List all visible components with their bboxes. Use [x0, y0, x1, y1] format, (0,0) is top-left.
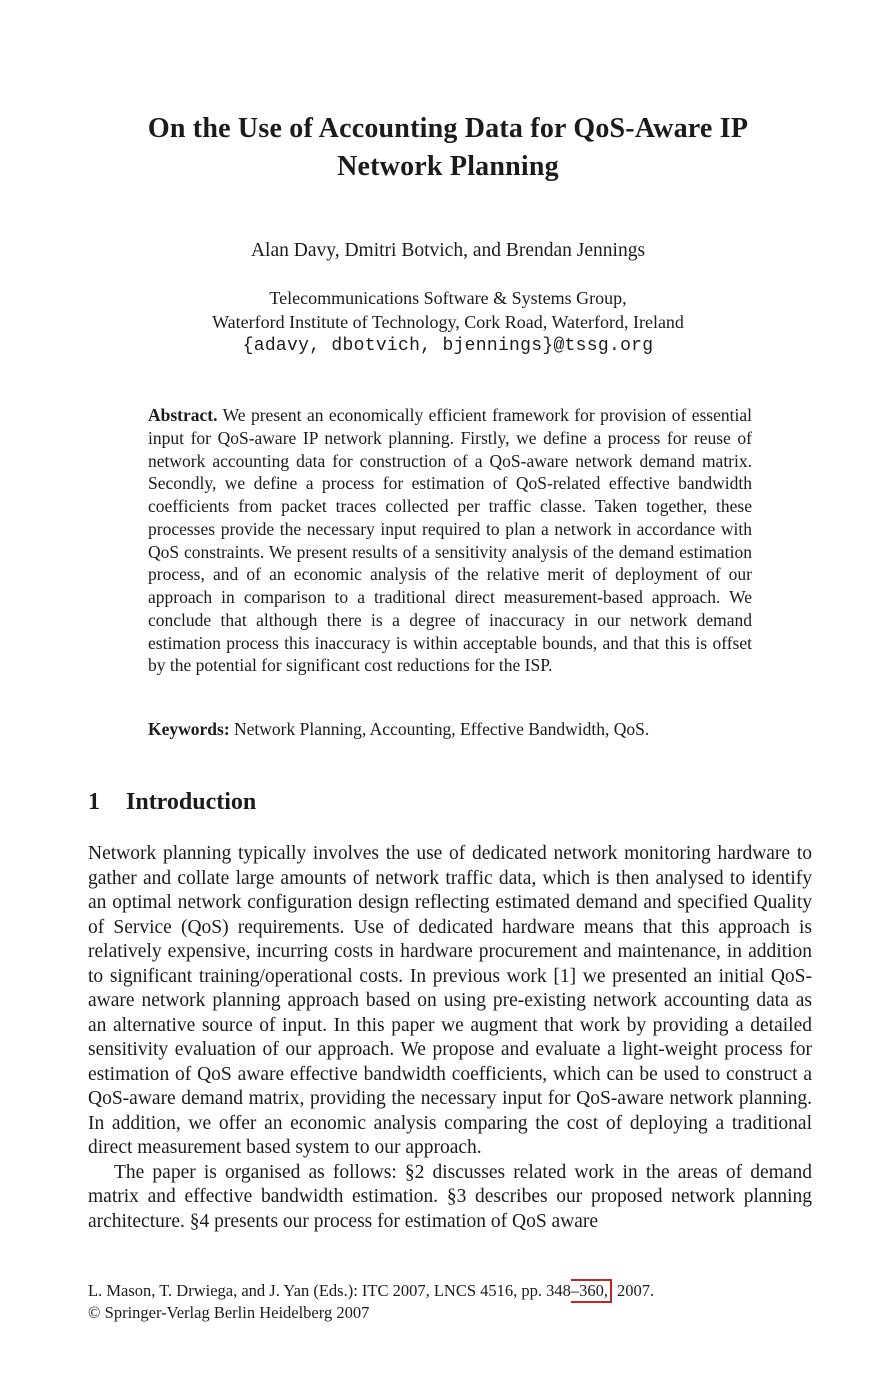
section-heading	[88, 789, 812, 816]
section-body	[88, 842, 812, 1234]
keywords-text: Network Planning, Accounting, Effective Bandwidth, QoS.	[234, 719, 650, 739]
affiliation-line1: Telecommunications Software & Systems Group,	[269, 288, 627, 308]
affiliation-line2: Waterford Institute of Technology, Cork Road, Waterford, Ireland	[212, 311, 684, 332]
page-range-link-annotation[interactable]: –360,	[571, 1279, 612, 1303]
paper-title: On the Use of Accounting Data for QoS-Aware IP Network Planning	[147, 113, 749, 182]
abstract-label: Abstract.	[148, 405, 218, 425]
section-number: 1	[88, 789, 100, 815]
section-title: Introduction	[126, 789, 257, 815]
paragraph: Network planning typically involves the use of dedicated network monitoring hardware to gather and collate large amounts of network traffic data, which is then analysed to identify an optimal network configuration design reflecting estimated demand and specified Quality of Service (QoS) requirements. Use of dedicated hardware means that this approach is relatively expensive, incurring costs in hardware procurement and maintenance, in addition to significant training/operational costs. In previous work [1] we presented an initial QoS-aware network planning approach based on using pre-existing network accounting data as an alternative source of input. In this paper we augment that work by providing a detailed sensitivity evaluation of our approach. We propose and evaluate a light-weight process for estimation of QoS aware effective bandwidth coefficients, which can be used to construct a QoS-aware demand matrix, providing the necessary input for QoS-aware network planning. In addition, we offer an economic analysis comparing the cost of deploying a traditional direct measurement based system to our approach.	[88, 843, 812, 1158]
citation-prefix: L. Mason, T. Drwiega, and J. Yan (Eds.): ITC 2007, LNCS 4516, pp. 348	[88, 1281, 571, 1300]
footer-citation	[88, 1280, 848, 1302]
email-line: {adavy, dbotvich, bjennings}@tssg.org	[242, 336, 654, 356]
copyright-line: © Springer-Verlag Berlin Heidelberg 2007	[88, 1303, 370, 1322]
authors-line: Alan Davy, Dmitri Botvich, and Brendan Jennings	[250, 240, 646, 261]
abstract-text: We present an economically efficient framework for provision of essential input for QoS-aware IP network planning. Firstly, we define a process for reuse of network accounting data for construction of a QoS-aware network demand matrix. Secondly, we define a process for estimation of QoS-related effective bandwidth coefficients from packet traces collected per traffic classe. Taken together, these processes provide the necessary input required to plan a network in accordance with QoS constraints. We present results of a sensitivity analysis of the demand estimation process, and of an economic analysis of the relative merit of deployment of our approach in comparison to a traditional direct measurement-based approach. We conclude that although there is a degree of inaccuracy in our network demand estimation process this inaccuracy is within acceptable bounds, and that this is offset by the potential for significant cost reductions for the ISP.	[148, 405, 752, 676]
keywords-line	[148, 719, 768, 740]
affiliation-block	[0, 287, 896, 359]
keywords-label: Keywords:	[148, 719, 230, 739]
paragraph: The paper is organised as follows: §2 discusses related work in the areas of demand matrix and effective bandwidth estimation. §3 describes our proposed network planning architecture. §4 presents our process for estimation of QoS aware	[88, 1161, 812, 1232]
abstract-paragraph	[148, 404, 752, 677]
page-footer	[88, 1280, 848, 1324]
citation-suffix: 2007.	[617, 1281, 655, 1300]
